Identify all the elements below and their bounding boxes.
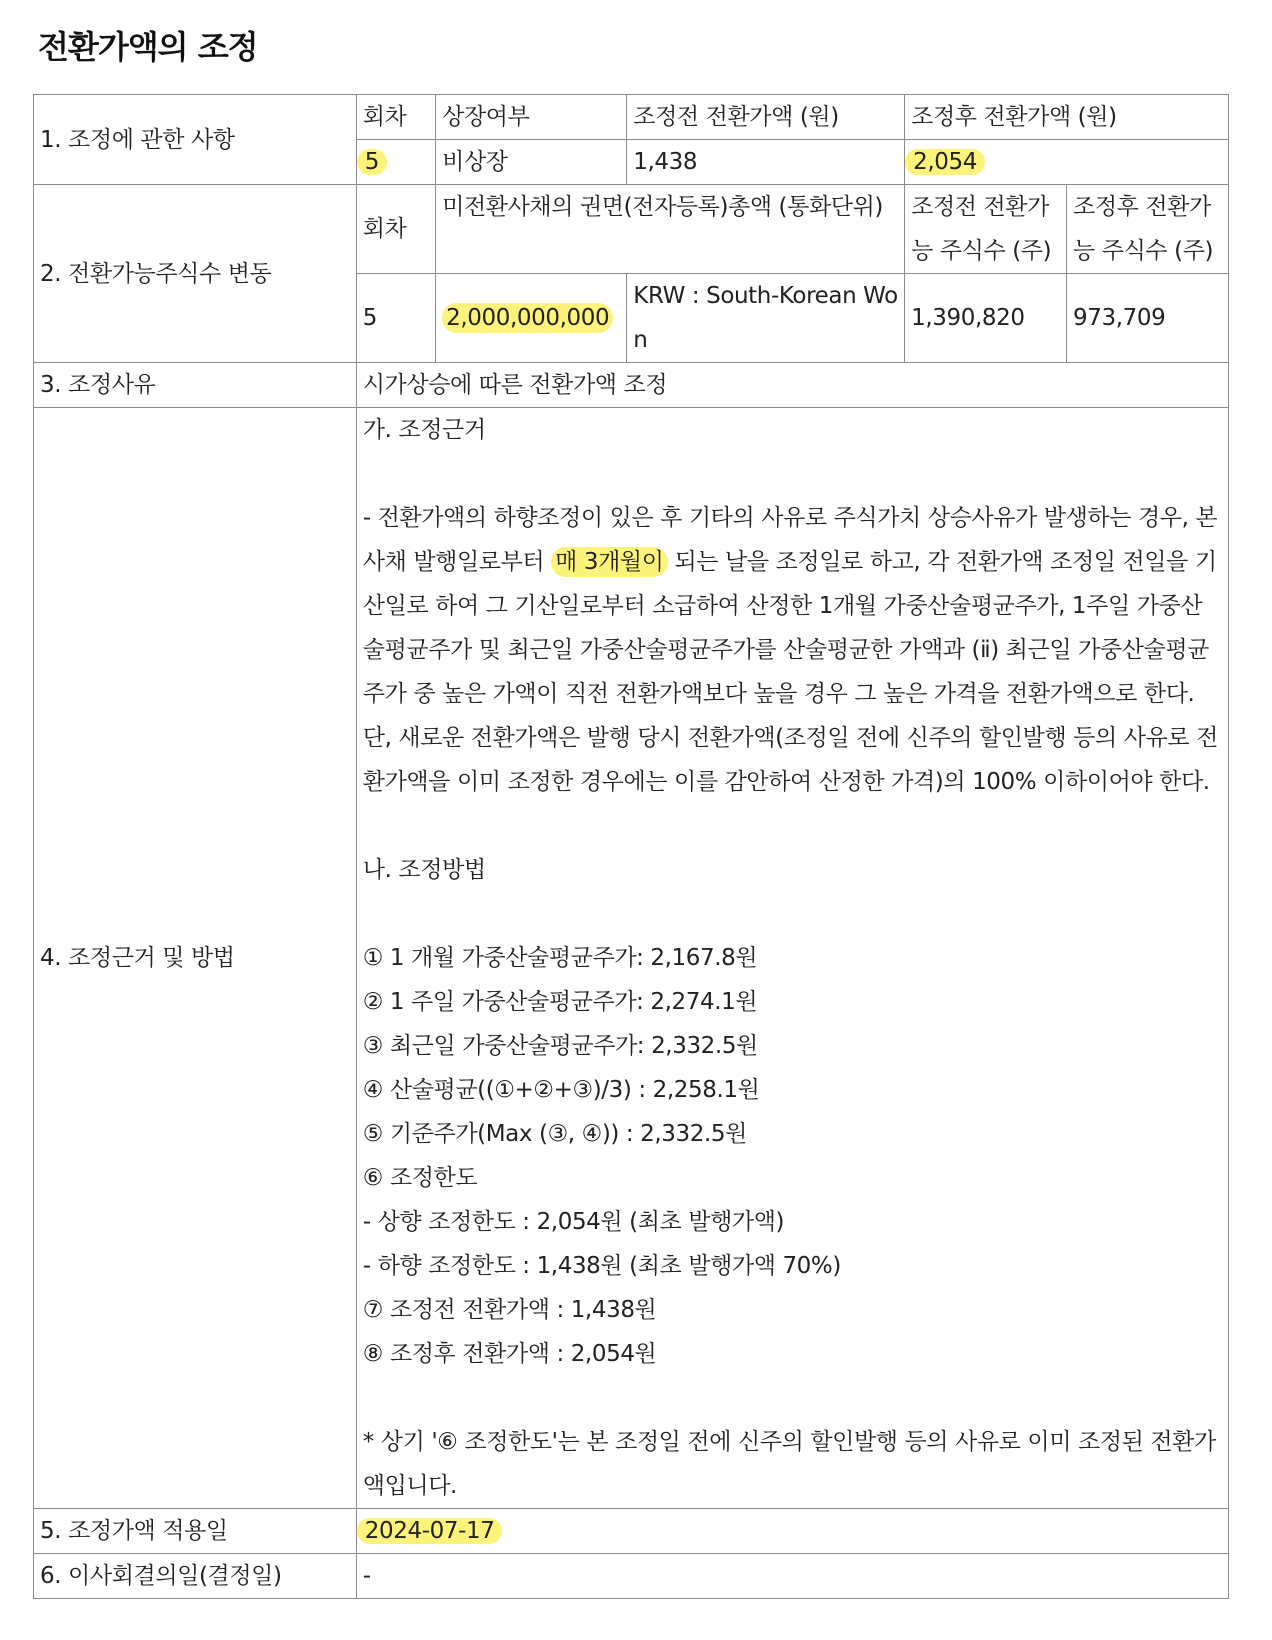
row1-header-round: 회차 — [356, 95, 435, 140]
row2-amount-value: 2,000,000,000 — [442, 303, 613, 333]
page-title: 전환가액의 조정 — [38, 28, 258, 66]
row1-round-cell — [356, 140, 435, 185]
row3-value: 시가상승에 따른 전환가액 조정 — [356, 363, 1228, 408]
method-item: ⑥ 조정한도 — [362, 1165, 478, 1191]
row5-cell — [356, 1509, 1228, 1554]
row1-round-value: 5 — [357, 149, 387, 175]
row5-label: 5. 조정가액 적용일 — [34, 1509, 357, 1554]
method-item: ⑧ 조정후 전환가액 : 2,054원 — [362, 1341, 657, 1367]
row1-label: 1. 조정에 관한 사항 — [34, 95, 357, 185]
basis-heading: 가. 조정근거 — [362, 417, 486, 443]
row1-before-value: 1,438 — [627, 140, 905, 185]
row3 — [34, 363, 1229, 408]
row2-header-face-amount: 미전환사채의 권면(전자등록)총액 (통화단위) — [436, 185, 905, 274]
row2-before-shares-value: 1,390,820 — [905, 274, 1067, 363]
row2-label: 2. 전환가능주식수 변동 — [34, 185, 357, 363]
row1-header-before: 조정전 전환가액 (원) — [627, 95, 905, 140]
row1-header-listing: 상장여부 — [436, 95, 627, 140]
row4 — [34, 408, 1229, 1509]
row6-value: - — [356, 1554, 1228, 1599]
row6-label: 6. 이사회결의일(결정일) — [34, 1554, 357, 1599]
method-item: ① 1 개월 가중산술평균주가: 2,167.8원 — [362, 945, 758, 971]
row1-after-value: 2,054 — [905, 149, 985, 175]
row5-value: 2024-07-17 — [357, 1518, 503, 1544]
row1-after-cell — [905, 140, 1229, 185]
row6 — [34, 1554, 1229, 1599]
row1-header-after: 조정후 전환가액 (원) — [905, 95, 1229, 140]
adjustment-table — [33, 94, 1229, 1599]
method-heading: 나. 조정방법 — [362, 857, 486, 883]
basis-text-post: 되는 날을 조정일로 하고, 각 전환가액 조정일 전일을 기산일로 하여 그 기산일로부터 소급하여 산정한 1개월 가중산술평균주가, 1주일 가중산술평균주가 및 최근일 가중산술평균주가를 산술평균한 가액과 (ⅱ) 최근일 가중산술평균주가 중 높은 가액이 직전 전환가액보다 높을 경우 그 높은 가격을 전환가액으로 한다. 단, 새로운 전환가액은 발행 당시 전환가액(조정일 전에 신주의 할인발행 등의 사유로 전환가액을 이미 조정한 경우에는 이를 감안하여 산정한 가격)의 100% 이하이어야 한다. — [362, 549, 1218, 795]
row5 — [34, 1509, 1229, 1554]
row2-header-after-shares: 조정후 전환가능 주식수 (주) — [1067, 185, 1229, 274]
row1-header — [34, 95, 1229, 140]
row2-currency-value: KRW : South-Korean Won — [627, 274, 905, 363]
basis-text-highlight: 매 3개월이 — [551, 547, 667, 577]
method-item: ④ 산술평균((①+②+③)/3) : 2,258.1원 — [362, 1077, 760, 1103]
row4-content — [356, 408, 1228, 1509]
method-item: ③ 최근일 가중산술평균주가: 2,332.5원 — [362, 1033, 758, 1059]
row2-header — [34, 185, 1229, 274]
method-item: ② 1 주일 가중산술평균주가: 2,274.1원 — [362, 989, 758, 1015]
basis-text-pre: - 전환가액의 하향조정이 있은 후 기타의 사유로 주식가치 상승사유가 발생하는 경우, 본 사채 발행일로부터 — [362, 505, 1218, 575]
method-item: - 하향 조정한도 : 1,438원 (최초 발행가액 70%) — [362, 1253, 841, 1279]
row2-amount-cell — [436, 274, 627, 363]
method-item: - 상향 조정한도 : 2,054원 (최초 발행가액) — [362, 1209, 785, 1235]
row2-header-round: 회차 — [356, 185, 435, 274]
row2-round-value: 5 — [356, 274, 435, 363]
row1-listing-value: 비상장 — [436, 140, 627, 185]
method-item: ⑦ 조정전 전환가액 : 1,438원 — [362, 1297, 657, 1323]
row2-header-before-shares: 조정전 전환가능 주식수 (주) — [905, 185, 1067, 274]
method-item: ⑤ 기준주가(Max (③, ④)) : 2,332.5원 — [362, 1121, 747, 1147]
row2-after-shares-value: 973,709 — [1067, 274, 1229, 363]
note-text: * 상기 '⑥ 조정한도'는 본 조정일 전에 신주의 할인발행 등의 사유로 이미 조정된 전환가액입니다. — [362, 1429, 1216, 1499]
basis-paragraph — [363, 496, 1222, 804]
row3-label: 3. 조정사유 — [34, 363, 357, 408]
row4-label: 4. 조정근거 및 방법 — [34, 408, 357, 1509]
